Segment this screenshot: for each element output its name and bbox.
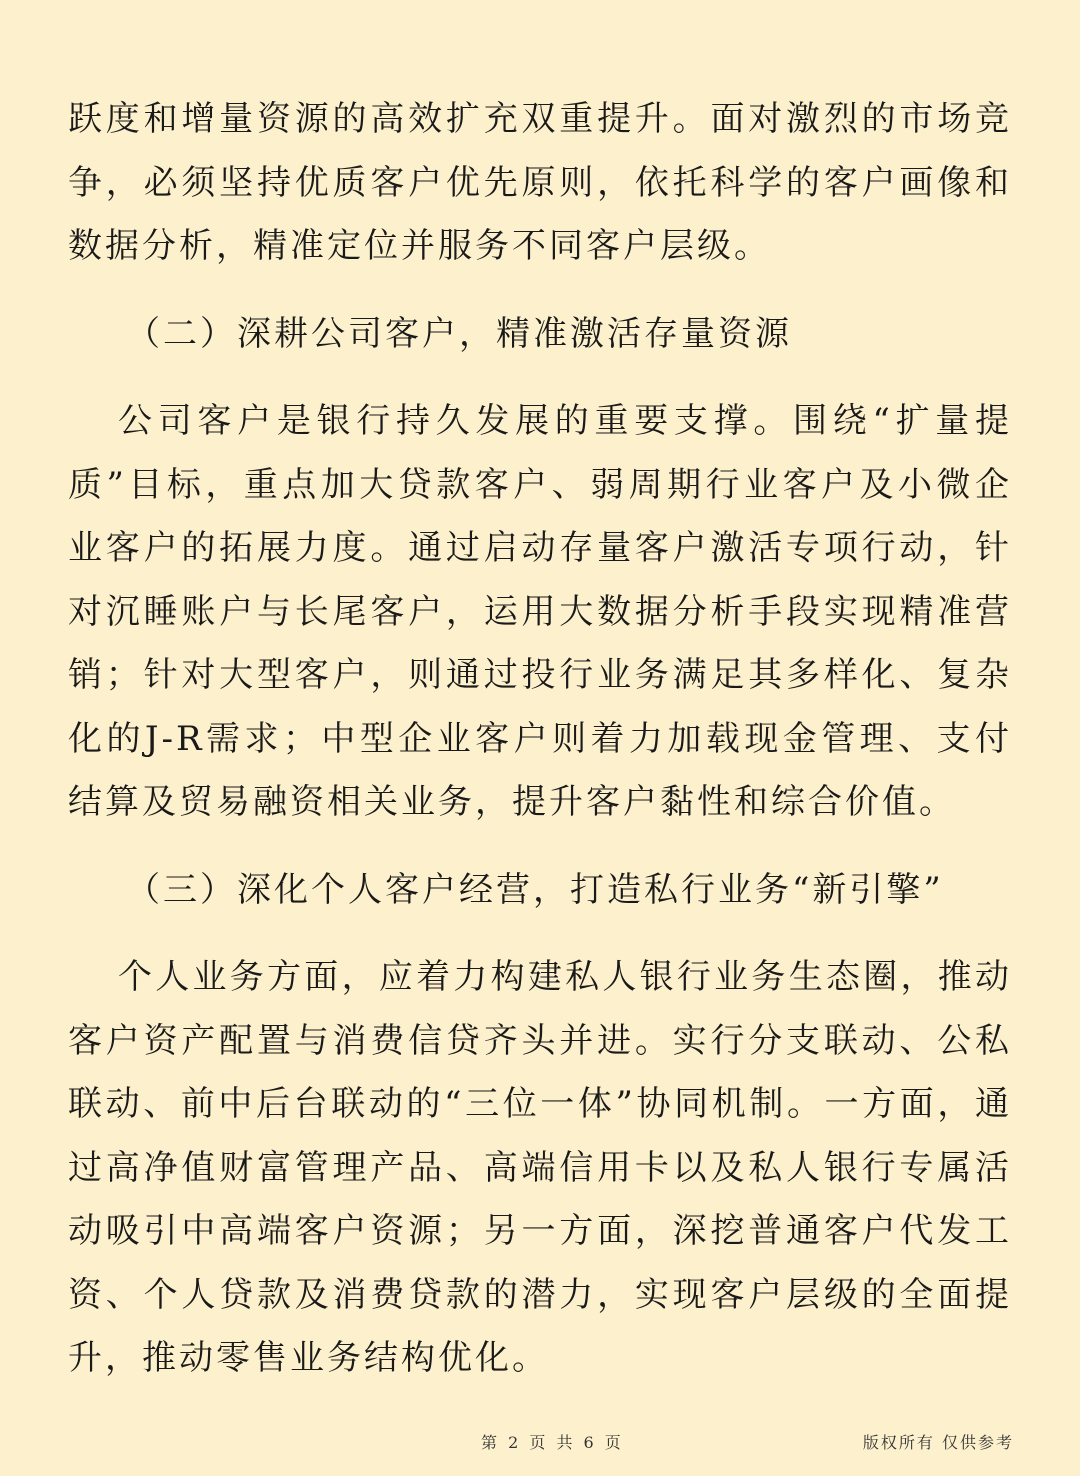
page-indicator: 第 2 页 共 6 页: [481, 1433, 624, 1452]
section-heading-3: （三）深化个人客户经营，打造私行业务“新引擎”: [126, 869, 944, 910]
paragraph-continuation: 跃度和增量资源的高效扩充双重提升。面对激烈的市场竞争，必须坚持优质客户优先原则，依托科学的客户画像和数据分析，精准定位并服务不同客户层级。: [68, 99, 1012, 266]
paragraph-corporate-clients: 公司客户是银行持久发展的重要支撑。围绕“扩量提质”目标，重点加大贷款客户、弱周期行业客户及小微企业客户的拓展力度。通过启动存量客户激活专项行动，针对沉睡账户与长尾客户，运用大数据分析手段实现精准营销；针对大型客户，则通过投行业务满足其多样化、复杂化的J-R需求；中型企业客户则着力加载现金管理、支付结算及贸易融资相关业务，提升客户黏性和综合价值。: [68, 401, 1012, 822]
paragraph-personal-clients: 个人业务方面，应着力构建私人银行业务生态圈，推动客户资产配置与消费信贷齐头并进。实行分支联动、公私联动、前中后台联动的“三位一体”协同机制。一方面，通过高净值财富管理产品、高端信用卡以及私人银行专属活动吸引中高端客户资源；另一方面，深挖普通客户代发工资、个人贷款及消费贷款的潜力，实现客户层级的全面提升，推动零售业务结构优化。: [68, 957, 1012, 1378]
document-body: [68, 88, 1012, 1391]
copyright-notice: 版权所有 仅供参考: [862, 1433, 1014, 1452]
section-heading-2: （二）深耕公司客户，精准激活存量资源: [126, 313, 792, 354]
page-footer: [0, 1426, 1080, 1456]
